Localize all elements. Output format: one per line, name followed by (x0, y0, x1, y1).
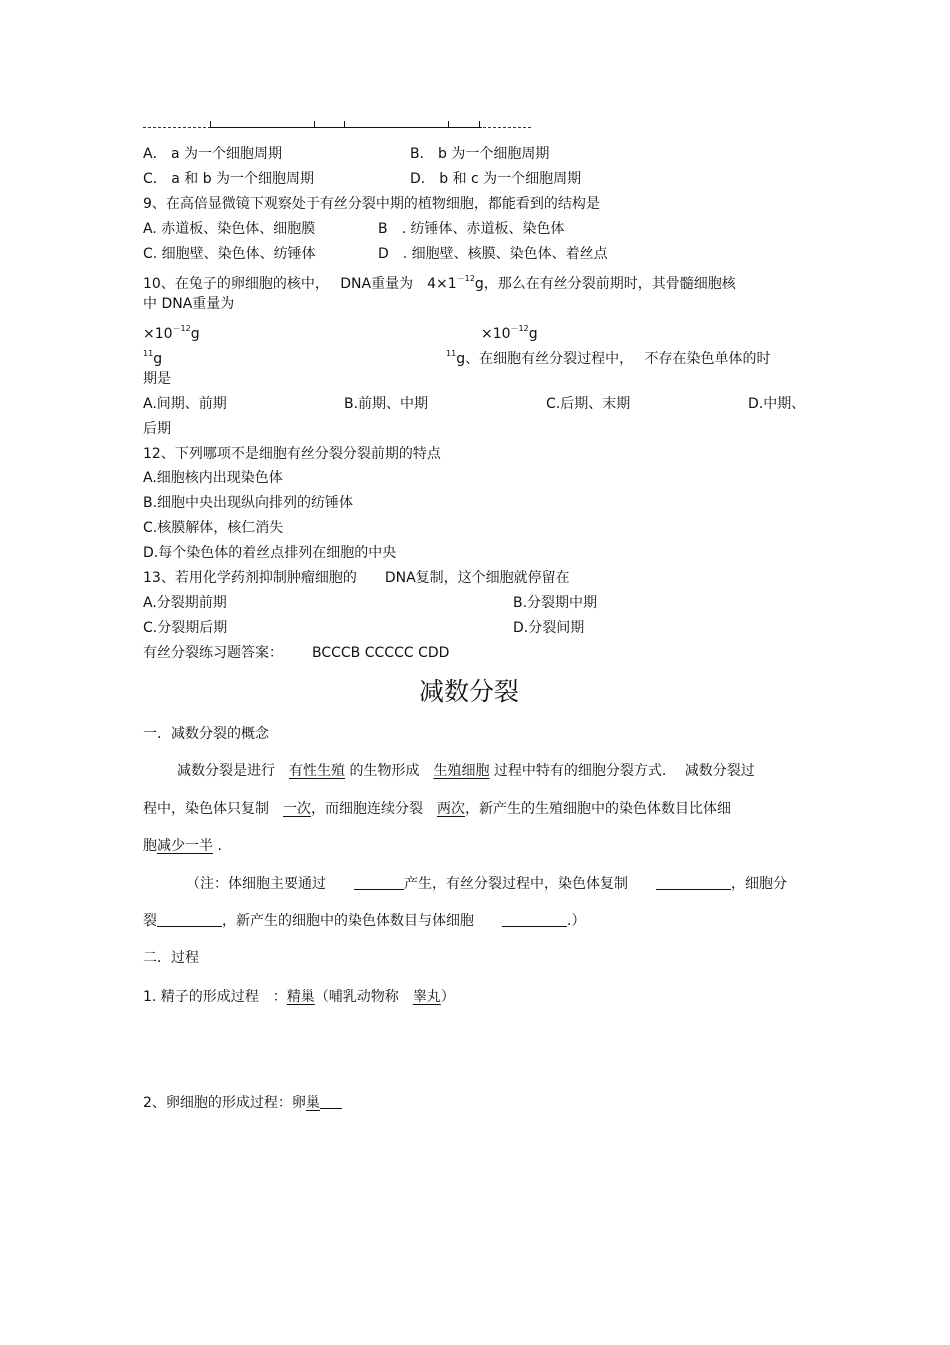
q13-option-b: B.分裂期中期 (513, 595, 598, 611)
q10-option-2-text: ×10 (481, 326, 511, 342)
timeline-tick (344, 121, 345, 128)
answer-value: BCCCB CCCCC CDD (312, 645, 450, 661)
q9-stem: 9、在高倍显微镜下观察处于有丝分裂中期的植物细胞，都能看到的结构是 (143, 196, 600, 212)
note-text: （注：体细胞主要通过 (186, 876, 354, 892)
q10-option-1-unit: g (190, 326, 200, 342)
q9-option-c: C. 细胞壁、染色体、纺锤体 (143, 246, 316, 262)
concept-text: 减数分裂是进行 (177, 763, 289, 779)
answer-label: 有丝分裂练习题答案： (143, 645, 283, 661)
concept-heading: 一．减数分裂的概念 (143, 726, 269, 742)
concept-text: 程中，染色体只复制 (143, 801, 283, 817)
process-text: （哺乳动物称 (314, 989, 413, 1005)
q10-stem-line2: 中 DNA重量为 (143, 296, 235, 312)
q8-option-b: B． b 为一个细胞周期 (410, 146, 550, 162)
q11-stem-end: 期是 (143, 371, 171, 387)
note-text: ，细胞分 (731, 876, 787, 892)
q10-option-1-exp: －12 (172, 324, 191, 333)
timeline-tick (314, 121, 315, 128)
fill-blank[interactable] (656, 875, 731, 890)
concept-text: ，而细胞连续分裂 (311, 801, 437, 817)
fill-blank[interactable] (320, 1094, 342, 1109)
q12-option-a: A.细胞核内出现染色体 (143, 470, 283, 486)
fill-answer: 精巢 (286, 989, 315, 1005)
q11-option-d-cont: 后期 (143, 421, 171, 437)
concept-text: 的生物形成 (345, 763, 434, 779)
q13-stem: 13、若用化学药剂抑制肿瘤细胞的 DNA复制，这个细胞就停留在 (143, 570, 570, 586)
fill-blank[interactable] (157, 912, 222, 927)
q9-option-d: D . 细胞壁、核膜、染色体、着丝点 (378, 246, 608, 262)
concept-text: 胞 (143, 838, 157, 854)
concept-text: ，新产生的生殖细胞中的染色体数目比体细 (465, 801, 731, 817)
note-text: .） (567, 913, 586, 929)
note-text: 产生，有丝分裂过程中，染色体复制 (404, 876, 656, 892)
q12-option-c: C.核膜解体，核仁消失 (143, 520, 284, 536)
q13-option-d: D.分裂间期 (513, 620, 585, 636)
q10-option-2 (481, 320, 538, 343)
q10-fragment-2-exp: 11 (446, 349, 457, 358)
fill-blank[interactable] (502, 912, 567, 927)
fill-answer: 生殖细胞 (433, 763, 490, 779)
q12-stem: 12、下列哪项不是细胞有丝分裂分裂前期的特点 (143, 446, 441, 462)
q11-option-b: B.前期、中期 (344, 396, 429, 412)
process-text: 2、卵细胞的形成过程：卵 (143, 1095, 306, 1111)
process-step-2 (143, 1094, 342, 1112)
section-title: 减数分裂 (419, 677, 520, 706)
q10-stem (143, 270, 736, 293)
note-text: 裂 (143, 913, 157, 929)
q11-option-c: C.后期、末期 (546, 396, 631, 412)
concept-paragraph-line3 (143, 837, 222, 855)
q8-option-c: C． a 和 b 为一个细胞周期 (143, 171, 315, 187)
q10-fragment-1-text: g (153, 351, 163, 367)
fill-answer: 两次 (437, 801, 465, 817)
q12-option-b: B.细胞中央出现纵向排列的纺锤体 (143, 495, 354, 511)
q11-stem-text: g、在细胞有丝分裂过程中， 不存在染色单体的时 (456, 351, 771, 367)
q10-option-2-exp: －12 (510, 324, 529, 333)
fill-answer: 一次 (283, 801, 311, 817)
q10-fragment-1-exp: 11 (143, 349, 154, 358)
q13-option-c: C.分裂期后期 (143, 620, 228, 636)
q8-option-a: A． a 为一个细胞周期 (143, 146, 283, 162)
note-line2 (143, 912, 585, 930)
q11-stem (446, 345, 771, 368)
q13-option-a: A.分裂期前期 (143, 595, 227, 611)
q10-stem-text: 10、在兔子的卵细胞的核中， DNA重量为 4×1 (143, 276, 457, 292)
q12-option-d: D.每个染色体的着丝点排列在细胞的中央 (143, 545, 397, 561)
process-text: ） (440, 989, 455, 1005)
q11-option-a: A.间期、前期 (143, 396, 227, 412)
note-text: ，新产生的细胞中的染色体数目与体细胞 (222, 913, 502, 929)
concept-text: 过程中特有的细胞分裂方式. 减数分裂过 (489, 763, 755, 779)
timeline-solid-segment (210, 127, 482, 128)
q10-fragment-1 (143, 345, 162, 368)
fill-blank[interactable] (354, 875, 404, 890)
fill-answer: 巢 (305, 1095, 320, 1111)
q9-option-a: A. 赤道板、染色体、细胞膜 (143, 221, 316, 237)
timeline-tick (210, 121, 211, 128)
timeline-tick (448, 121, 449, 128)
concept-text: . (213, 838, 222, 854)
q10-option-2-unit: g (528, 326, 538, 342)
concept-paragraph-line1 (177, 762, 755, 780)
q10-stem-text-2: g，那么在有丝分裂前期时，其骨髓细胞核 (474, 276, 736, 292)
process-heading: 二．过程 (143, 950, 199, 966)
concept-paragraph-line2 (143, 800, 731, 818)
fill-answer: 减少一半 (157, 838, 213, 854)
q8-option-d: D． b 和 c 为一个细胞周期 (410, 171, 582, 187)
q11-option-d: D.中期、 (748, 396, 806, 412)
q10-option-1-text: ×10 (143, 326, 173, 342)
q9-option-b: B . 纺锤体、赤道板、染色体 (378, 221, 565, 237)
timeline-tick (479, 121, 480, 128)
process-text: 1. 精子的形成过程 ： (143, 989, 287, 1005)
fill-answer: 睾丸 (412, 989, 441, 1005)
process-step-1 (143, 988, 455, 1006)
q10-exponent: －12 (456, 274, 475, 283)
q10-option-1 (143, 320, 200, 343)
fill-answer: 有性生殖 (289, 763, 345, 779)
note-line1 (186, 875, 787, 893)
